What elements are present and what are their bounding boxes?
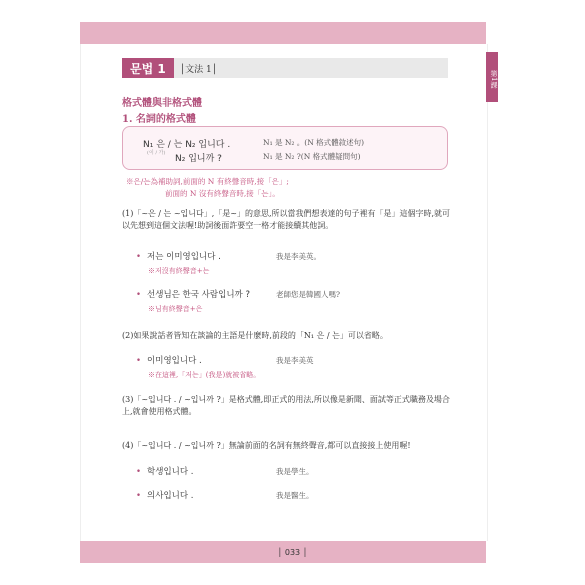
bullet-icon: • — [136, 467, 142, 477]
example-3-ko: 이미영입니다 . — [147, 356, 202, 366]
formula-line1-ko: N₁ 은 / 는 N₂ 입니다 . — [143, 140, 231, 150]
example-2-note: ※님有終聲音+은 — [148, 305, 203, 313]
formula-line1-zh: N₁ 是 N₂ 。(N 格式體敘述句) — [263, 138, 365, 147]
page-number: │ 033 │ — [277, 548, 308, 557]
example-5-zh: 我是醫生。 — [276, 491, 314, 500]
bullet-icon: • — [136, 491, 142, 501]
top-decor-band — [80, 22, 486, 44]
grammar-header — [122, 58, 448, 78]
grammar-subtitle: │文法 1│ — [174, 58, 448, 78]
paragraph-2: (2)如果說話者皆知在談論的主語是什麼時,前段的「N₁ 은 / 는」可以省略。 — [122, 331, 388, 340]
example-1 — [136, 250, 221, 262]
example-2-zh: 老師您是韓國人嗎? — [276, 290, 341, 299]
formula-line2-zh: N₁ 是 N₂ ?(N 格式體疑問句) — [263, 152, 361, 161]
grammar-note-1: ※은/는為補助詞,前面的 N 有終聲音時,接「은」; — [126, 177, 289, 186]
bullet-icon: • — [136, 356, 142, 366]
bullet-icon: • — [136, 290, 142, 300]
example-4-ko: 학생입니다 . — [147, 467, 194, 477]
formula-line2-ko: N₂ 입니까 ? — [175, 154, 222, 164]
section-title: 格式體與非格式體 — [122, 98, 202, 109]
example-1-zh: 我是李美英。 — [276, 252, 321, 261]
paragraph-1: (1)「~은 / 는 ~입니다」,「是~」的意思,所以當我們想表達的句子裡有「是」這個字時,就可以先想到這個文法喔!助詞後面許要空一格才能接續其他詞。 — [122, 209, 451, 230]
paragraph-3: (3)「~입니다 . / ~입니까 ?」是格式體,即正式的用法,所以像是新聞、面試等正式職務及場合上,就會使用格式體。 — [122, 395, 450, 416]
example-5 — [136, 489, 193, 501]
bullet-icon: • — [136, 252, 142, 262]
chapter-tab[interactable]: 第1課 — [486, 52, 498, 102]
grammar-note-2: 前面的 N 沒有終聲音時,接「는」。 — [165, 189, 280, 198]
example-4-zh: 我是學生。 — [276, 467, 314, 476]
example-3 — [136, 354, 202, 366]
formula-box — [122, 126, 448, 170]
example-1-note: ※저沒有終聲音+는 — [148, 267, 210, 275]
grammar-title: 문법 1 — [122, 58, 174, 78]
example-1-ko: 저는 이미영입니다 . — [147, 252, 221, 262]
example-2 — [136, 288, 250, 300]
example-3-zh: 我是李美英 — [276, 356, 314, 365]
paragraph-4: (4)「~입니다 . / ~입니까 ?」無論前面的名詞有無終聲音,都可以直接接上使用喔! — [122, 441, 411, 450]
example-2-ko: 선생님은 한국 사람입니까 ? — [147, 290, 250, 300]
example-3-note: ※在這裡,「저는」(我是)就被省略。 — [148, 371, 261, 379]
formula-small-note: (이 / 가) — [147, 150, 166, 156]
subsection-title: 1. 名詞的格式體 — [122, 114, 196, 125]
example-4 — [136, 465, 193, 477]
example-5-ko: 의사입니다 . — [147, 491, 194, 501]
